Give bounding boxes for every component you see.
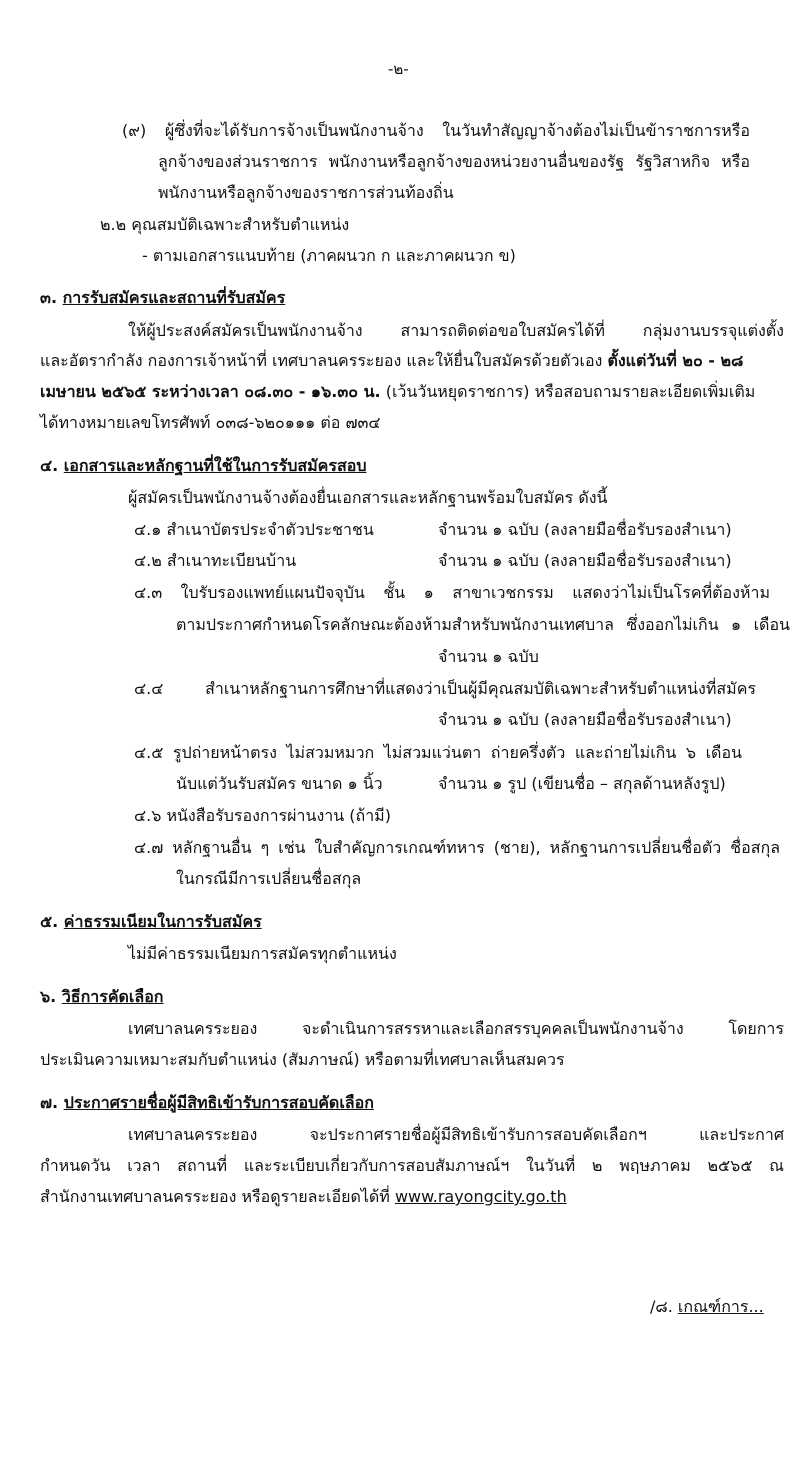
section-7-line-3-text: สำนักงานเทศบาลนครระยอง หรือดูรายละเอียดได้ที่: [40, 1187, 395, 1206]
section-3-number: ๓.: [40, 288, 58, 307]
section-6-heading: [40, 986, 164, 1008]
section-4-7-line-2: ในกรณีมีการเปลี่ยนชื่อสกุล: [176, 869, 362, 888]
section-6-line-2: ประเมินความเหมาะสมกับตำแหน่ง (สัมภาษณ์) หรือตามที่เทศบาลเห็นสมควร: [40, 1050, 565, 1069]
section-7-line-1: เทศบาลนครระยอง จะประกาศรายชื่อผู้มีสิทธิเข้ารับการสอบคัดเลือกฯ และประกาศ: [128, 1125, 784, 1144]
section-4-6: ๔.๖ หนังสือรับรองการผ่านงาน (ถ้ามี): [134, 806, 391, 825]
section-5-title: ค่าธรรมเนียมในการรับสมัคร: [63, 912, 262, 931]
section-3-line-1: ให้ผู้ประสงค์สมัครเป็นพนักงานจ้าง สามารถติดต่อขอใบสมัครได้ที่ กลุ่มงานบรรจุแต่งตั้ง: [128, 321, 784, 340]
section-3-line-3: [40, 381, 755, 403]
section-3-line-2-text: และอัตรากำลัง กองการเจ้าหน้าที่ เทศบาลนครระยอง และให้ยื่นใบสมัครด้วยตัวเอง: [40, 351, 608, 370]
rayongcity-website-link[interactable]: www.rayongcity.go.th: [394, 1187, 567, 1206]
section-4-1-label: ๔.๑ สำเนาบัตรประจำตัวประชาชน: [134, 520, 374, 539]
section-4-4-line-2: จำนวน ๑ ฉบับ (ลงลายมือชื่อรับรองสำเนา): [438, 710, 732, 729]
section-6-line-1: เทศบาลนครระยอง จะดำเนินการสรรหาและเลือกสรรบุคคลเป็นพนักงานจ้าง โดยการ: [128, 1019, 784, 1038]
item-9-line-2: ลูกจ้างของส่วนราชการ พนักงานหรือลูกจ้างของหน่วยงานอื่นของรัฐ รัฐวิสาหกิจ หรือ: [158, 152, 750, 171]
section-7-title: ประกาศรายชื่อผู้มีสิทธิเข้ารับการสอบคัดเลือก: [63, 1093, 374, 1112]
item-9-line-1: (๙) ผู้ซึ่งที่จะได้รับการจ้างเป็นพนักงานจ้าง ในวันทำสัญญาจ้างต้องไม่เป็นข้าราชการหรือ: [122, 121, 750, 140]
section-5-number: ๕.: [40, 912, 59, 931]
continuation-text: เกณฑ์การ...: [677, 1297, 764, 1316]
section-4-number: ๔.: [40, 456, 59, 475]
section-7-line-3: [40, 1186, 567, 1208]
section-3-date-start: ตั้งแต่วันที่ ๒๐ - ๒๘: [607, 351, 744, 370]
section-4-2-detail: จำนวน ๑ ฉบับ (ลงลายมือชื่อรับรองสำเนา): [438, 551, 732, 570]
continuation-marker: [650, 1296, 764, 1318]
section-3-line-4: ได้ทางหมายเลขโทรศัพท์ ๐๓๘-๖๒๐๑๑๑ ต่อ ๗๓๔: [40, 413, 381, 432]
section-4-3-line-1: ๔.๓ ใบรับรองแพทย์แผนปัจจุบัน ชั้น ๑ สาขาเวชกรรม แสดงว่าไม่เป็นโรคที่ต้องห้าม: [134, 583, 770, 602]
section-7-heading: [40, 1092, 374, 1114]
section-4-3-line-3: จำนวน ๑ ฉบับ: [438, 647, 539, 666]
section-4-5-line-1: ๔.๕ รูปถ่ายหน้าตรง ไม่สวมหมวก ไม่สวมแว่นตา ถ่ายครึ่งตัว และถ่ายไม่เกิน ๖ เดือน: [134, 743, 742, 762]
section-4-title: เอกสารและหลักฐานที่ใช้ในการรับสมัครสอบ: [63, 456, 367, 475]
section-2-2-heading: ๒.๒ คุณสมบัติเฉพาะสำหรับตำแหน่ง: [100, 215, 350, 234]
section-4-1-detail: จำนวน ๑ ฉบับ (ลงลายมือชื่อรับรองสำเนา): [438, 520, 732, 539]
section-3-date-range: เมษายน ๒๕๖๕ ระหว่างเวลา ๐๘.๓๐ - ๑๖.๓๐ น.: [40, 382, 381, 401]
section-4-heading: [40, 455, 367, 477]
page-number: -๒-: [388, 60, 409, 78]
section-5-text: ไม่มีค่าธรรมเนียมการสมัครทุกตำแหน่ง: [128, 944, 397, 963]
section-3-line-2: [40, 350, 743, 372]
section-2-2-item: - ตามเอกสารแนบท้าย (ภาคผนวก ก และภาคผนวก ข): [142, 246, 516, 265]
section-3-line-3-text: (เว้นวันหยุดราชการ) หรือสอบถามรายละเอียดเพิ่มเติม: [380, 382, 756, 401]
section-4-2-label: ๔.๒ สำเนาทะเบียนบ้าน: [134, 551, 297, 570]
section-4-5-line-2-label: นับแต่วันรับสมัคร ขนาด ๑ นิ้ว: [176, 774, 383, 793]
section-4-7-line-1: ๔.๗ หลักฐานอื่น ๆ เช่น ใบสำคัญการเกณฑ์ทหาร (ชาย), หลักฐานการเปลี่ยนชื่อตัว ชื่อสกุล: [134, 838, 780, 857]
section-3-title: การรับสมัครและสถานที่รับสมัคร: [62, 288, 286, 307]
section-4-5-line-2-detail: จำนวน ๑ รูป (เขียนชื่อ – สกุลด้านหลังรูป): [438, 774, 726, 793]
continuation-prefix: /๘.: [650, 1297, 678, 1316]
section-7-line-2: กำหนดวัน เวลา สถานที่ และระเบียบเกี่ยวกับการสอบสัมภาษณ์ฯ ในวันที่ ๒ พฤษภาคม ๒๕๖๕ ณ: [40, 1156, 784, 1175]
section-4-3-line-2: ตามประกาศกำหนดโรคลักษณะต้องห้ามสำหรับพนักงานเทศบาล ซึ่งออกไม่เกิน ๑ เดือน: [176, 615, 790, 634]
section-3-heading: [40, 287, 285, 309]
section-5-heading: [40, 911, 262, 933]
section-6-title: วิธีการคัดเลือก: [61, 987, 164, 1006]
section-4-intro: ผู้สมัครเป็นพนักงานจ้างต้องยื่นเอกสารและหลักฐานพร้อมใบสมัคร ดังนี้: [128, 488, 608, 507]
item-9-line-3: พนักงานหรือลูกจ้างของราชการส่วนท้องถิ่น: [158, 183, 454, 202]
section-6-number: ๖.: [40, 987, 57, 1006]
section-7-number: ๗.: [40, 1093, 59, 1112]
section-4-4-line-1: ๔.๔ สำเนาหลักฐานการศึกษาที่แสดงว่าเป็นผู้มีคุณสมบัติเฉพาะสำหรับตำแหน่งที่สมัคร: [134, 679, 756, 698]
